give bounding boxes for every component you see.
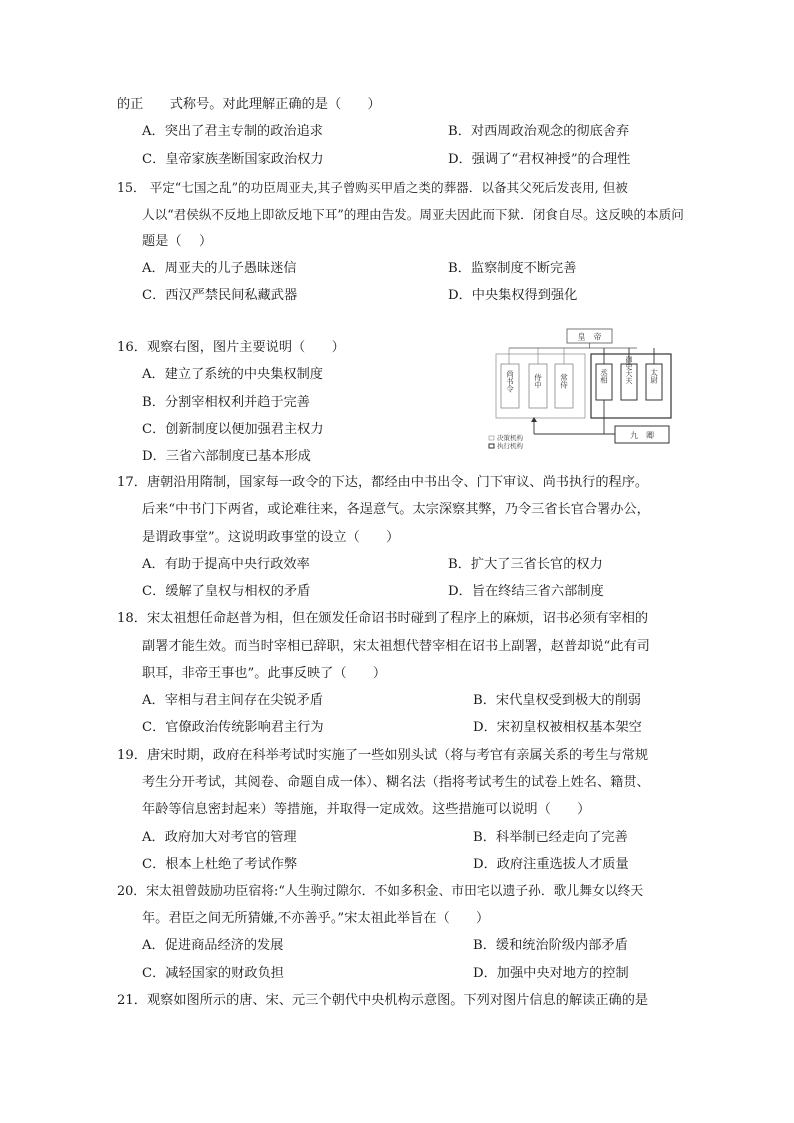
q19-stem-line-3: 年龄等信息密封起来）等措施，并取得一定成效。这些措施可以说明（ ） (142, 802, 591, 817)
left-box-1-label: 尚书令 (505, 369, 515, 393)
q19-stem-line-2: 考生分开考试，其阅卷、命题自成一体）、糊名法（指将考试考生的试卷上姓名、籍贯、 (142, 775, 650, 790)
q14-stem-tail: 的正 式称号。对此理解正确的是（ ） (117, 97, 381, 112)
q17-stem-line-2: 后来“中书门下两省，或论难往来，各逞意气。太宗深察其弊，乃令三省长官合署办公， (142, 502, 650, 517)
legend-execution: 执行机构 (497, 442, 523, 450)
q19-stem-line-1: 19．唐宋时期，政府在科举考试时实施了一些如别头试（将与考官有亲属关系的考生与常规 (117, 748, 649, 763)
q16-option-c: C．创新制度以便加强君主权力 (142, 422, 324, 437)
q15-option-a: A．周亚夫的儿子愚昧迷信 (142, 261, 297, 276)
q16-option-b: B．分割宰相权利并趋于完善 (142, 395, 310, 410)
q15-stem-line-2: 人以“君侯纵不反地上即欲反地下耳”的理由告发。周亚夫因此而下狱．闭食自尽。这反映的本质问 (142, 207, 684, 222)
q21-stem: 21．观察如图所示的唐、宋、元三个朝代中央机构示意图。下列对图片信息的解读正确的是 (117, 993, 649, 1008)
q15-option-b: B．监察制度不断完善 (448, 261, 577, 276)
q20-stem-line-1: 20．宋太祖曾鼓励功臣宿将:“人生驹过隙尔．不如多积金、市田宅以遗子孙．歌儿舞女以终天 (117, 884, 644, 899)
q18-stem-line-1: 18．宋太祖想任命赵普为相，但在颁发任命诏书时碰到了程序上的麻烦，诏书必须有宰相的 (117, 611, 649, 626)
q20-option-d: D．加强中央对地方的控制 (473, 966, 629, 981)
q14-option-c: C．皇帝家族垄断国家政治权力 (142, 152, 324, 167)
q16-option-a: A．建立了系统的中央集权制度 (142, 367, 323, 382)
q18-stem-line-2: 副署才能生效。而当时宰相已辞职，宋太祖想代替宰相在诏书上副署，赵普却说“此有司 (142, 639, 650, 654)
q18-option-a: A．宰相与君主间存在尖锐矛盾 (142, 693, 323, 708)
q19-option-d: D．政府注重选拔人才质量 (473, 857, 629, 872)
q20-option-c: C．减轻国家的财政负担 (142, 966, 284, 981)
q15-stem-line-1: 15． 平定“七国之乱”的功臣周亚夫,其子曾购买甲盾之类的葬器．以备其父死后发丧用, 但被 (117, 180, 628, 195)
q14-option-a: A．突出了君主专制的政治追求 (142, 124, 323, 139)
q20-stem-line-2: 年。君臣之间无所猜嫌,不亦善乎。”宋太祖此举旨在（ ） (142, 911, 490, 926)
central-government-diagram (487, 326, 677, 452)
q19-option-c: C．根本上杜绝了考试作弊 (142, 857, 298, 872)
q17-option-b: B．扩大了三省长官的权力 (448, 557, 603, 572)
right-box-1-label: 丞相 (599, 368, 609, 384)
q17-option-d: D．旨在终结三省六部制度 (448, 584, 604, 599)
q16-stem: 16．观察右图，图片主要说明（ ） (117, 340, 345, 355)
q16-option-d: D．三省六部制度已基本形成 (142, 449, 311, 464)
q15-option-c: C．西汉严禁民间私藏武器 (142, 288, 298, 303)
q17-stem-line-3: 是谓政事堂”。这说明政事堂的设立（ ） (142, 530, 400, 545)
emperor-label: 皇 帝 (577, 332, 602, 342)
q19-option-a: A．政府加大对考官的管理 (142, 830, 297, 845)
q20-option-b: B．缓和统治阶级内部矛盾 (473, 938, 628, 953)
right-box-2-label: 御史大夫 (625, 356, 633, 384)
nine-ministers-label: 九 卿 (630, 431, 654, 440)
q18-option-d: D．宋初皇权被相权基本架空 (473, 720, 642, 735)
left-box-2-label: 侍中 (533, 373, 543, 389)
q14-option-b: B．对西周政治观念的彻底舍弃 (448, 124, 630, 139)
q17-option-a: A．有助于提高中央行政效率 (142, 557, 310, 572)
q15-option-d: D．中央集权得到强化 (448, 288, 578, 303)
q18-stem-line-3: 职耳，非帝王事也”。此事反映了（ ） (142, 666, 387, 681)
q15-stem-line-3: 题是（ ） (142, 234, 213, 249)
q17-stem-line-1: 17．唐朝沿用隋制，国家每一政令的下达，都经由中书出令、门下审议、尚书执行的程序。 (117, 475, 649, 490)
q14-option-d: D．强调了“君权神授”的合理性 (448, 152, 631, 167)
right-box-3-label: 太尉 (649, 368, 659, 384)
legend-decision: 决策机构 (497, 434, 523, 442)
q19-option-b: B．科举制已经走向了完善 (473, 830, 628, 845)
q20-option-a: A．促进商品经济的发展 (142, 938, 284, 953)
q17-option-c: C．缓解了皇权与相权的矛盾 (142, 584, 311, 599)
q18-option-b: B．宋代皇权受到极大的削弱 (473, 693, 641, 708)
q18-option-c: C．官僚政治传统影响君主行为 (142, 720, 324, 735)
left-box-3-label: 常侍 (559, 373, 569, 389)
